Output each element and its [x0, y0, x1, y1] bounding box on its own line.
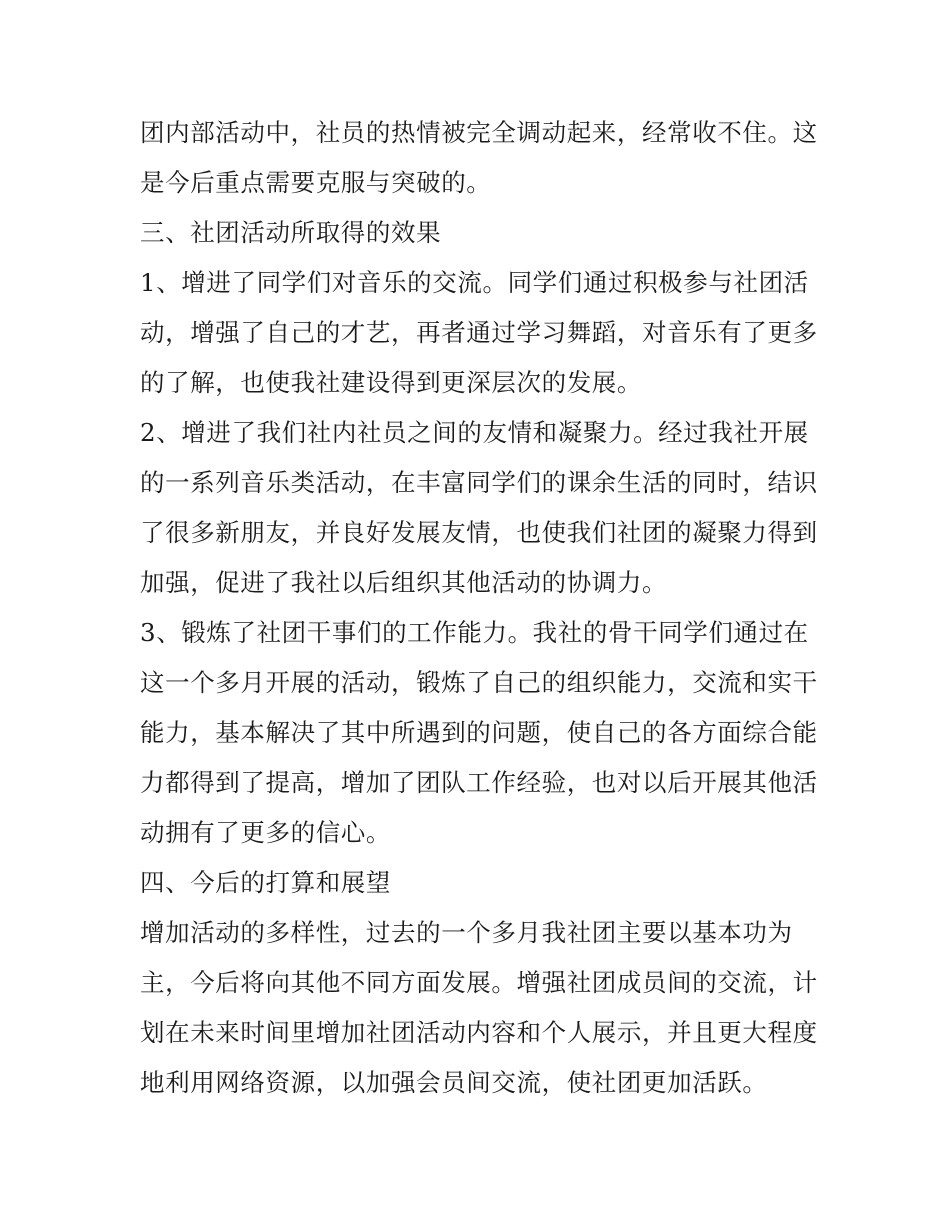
paragraph-line: 划在未来时间里增加社团活动内容和个人展示，并且更大程度 [140, 1018, 818, 1047]
paragraph-line: 地利用网络资源，以加强会员间交流，使社团更加活跃。 [140, 1068, 768, 1097]
paragraph-line: 能力，基本解决了其中所遇到的问题，使自己的各方面综合能 [140, 718, 818, 747]
paragraph-line: 动，增强了自己的才艺，再者通过学习舞蹈，对音乐有了更多 [140, 318, 818, 347]
paragraph-line: 力都得到了提高，增加了团队工作经验，也对以后开展其他活 [140, 768, 818, 797]
paragraph-line: 这一个多月开展的活动，锻炼了自己的组织能力，交流和实干 [140, 668, 818, 697]
paragraph-line: 的了解，也使我社建设得到更深层次的发展。 [140, 368, 642, 397]
paragraph-line: 3、锻炼了社团干事们的工作能力。我社的骨干同学们通过在 [140, 618, 809, 647]
paragraph-line: 动拥有了更多的信心。 [140, 818, 391, 847]
paragraph-line: 主，今后将向其他不同方面发展。增强社团成员间的交流，计 [140, 968, 818, 997]
paragraph-line: 的一系列音乐类活动，在丰富同学们的课余生活的同时，结识 [140, 468, 818, 497]
section-heading: 四、今后的打算和展望 [140, 868, 391, 897]
paragraph-line: 了很多新朋友，并良好发展友情，也使我们社团的凝聚力得到 [140, 518, 818, 547]
paragraph-line: 加强，促进了我社以后组织其他活动的协调力。 [140, 568, 668, 597]
paragraph-line: 增加活动的多样性，过去的一个多月我社团主要以基本功为 [140, 918, 793, 947]
paragraph-line: 团内部活动中，社员的热情被完全调动起来，经常收不住。这 [140, 118, 818, 147]
paragraph-line: 2、增进了我们社内社员之间的友情和凝聚力。经过我社开展 [140, 418, 809, 447]
section-heading: 三、社团活动所取得的效果 [140, 218, 442, 247]
document-body [140, 108, 820, 1108]
paragraph-line: 1、增进了同学们对音乐的交流。同学们通过积极参与社团活 [140, 268, 809, 297]
paragraph-line: 是今后重点需要克服与突破的。 [140, 168, 492, 197]
